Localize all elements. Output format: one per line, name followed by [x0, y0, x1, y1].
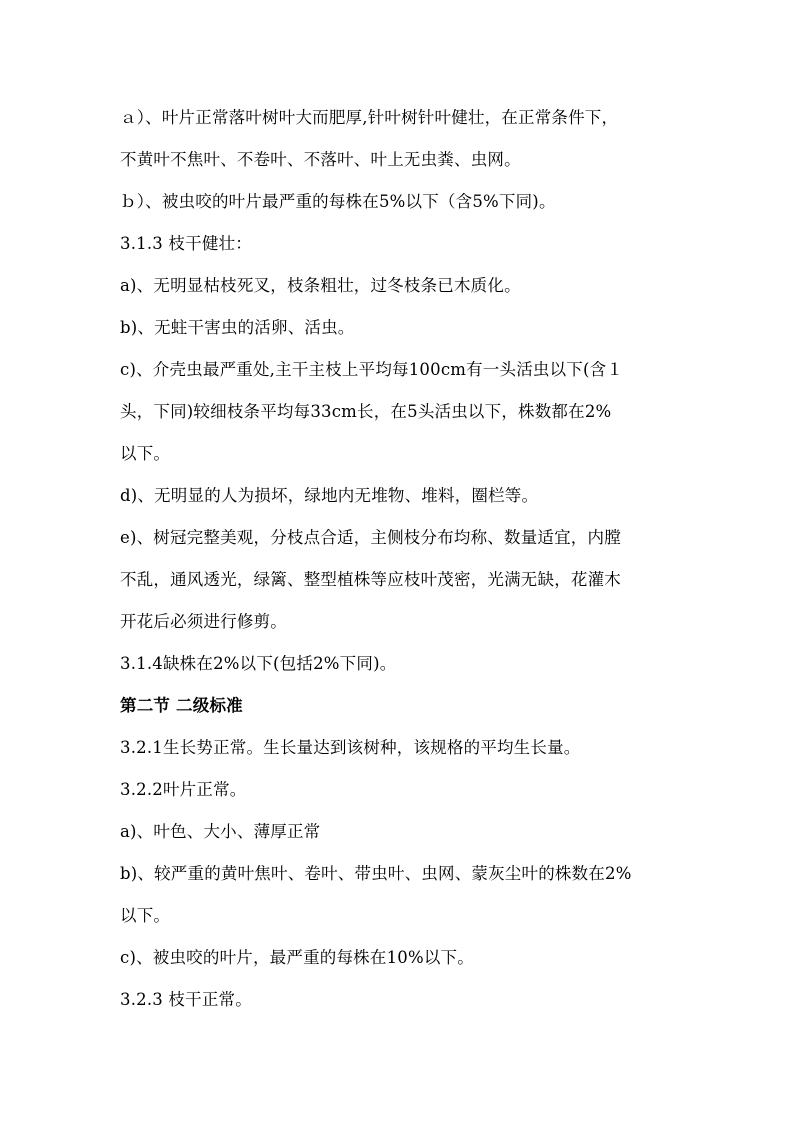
- text-line: 以下。: [120, 906, 171, 925]
- text-line: c)、介壳虫最严重处,主干主枝上平均每100cm有一头活虫以下(含１: [120, 360, 624, 379]
- text-line: 3.1.3 枝干健壮：: [120, 234, 252, 253]
- text-line: b)、无蛀干害虫的活卵、活虫。: [120, 318, 355, 337]
- text-line: 3.2.2叶片正常。: [120, 780, 247, 799]
- text-line: 不黄叶不焦叶、不卷叶、不落叶、叶上无虫粪、虫网。: [120, 150, 521, 169]
- text-line: 不乱，通风透光，绿篱、整型植株等应枝叶茂密，光满无缺，花灌木: [120, 570, 621, 589]
- text-line: 以下。: [120, 444, 171, 463]
- text-line: d)、无明显的人为损坏，绿地内无堆物、堆料，圈栏等。: [120, 486, 539, 505]
- text-line: 开花后必须进行修剪。: [120, 612, 287, 631]
- section-heading: 第二节 二级标准: [120, 696, 243, 715]
- text-line: b)、较严重的黄叶焦叶、卷叶、带虫叶、虫网、蒙灰尘叶的株数在2%: [120, 864, 632, 883]
- text-line: a)、叶色、大小、薄厚正常: [120, 822, 321, 841]
- text-line: 头，下同)较细枝条平均每33cm长，在5头活虫以下，株数都在2%: [120, 402, 612, 421]
- text-line: ｂ）、被虫咬的叶片最严重的每株在5%以下（含5%下同)。: [120, 192, 556, 211]
- text-line: e)、树冠完整美观，分枝点合适，主侧枝分布均称、数量适宜，内膛: [120, 528, 621, 547]
- text-line: a)、无明显枯枝死叉，枝条粗壮，过冬枝条已木质化。: [120, 276, 521, 295]
- text-line: c)、被虫咬的叶片，最严重的每株在10%以下。: [120, 948, 474, 967]
- text-line: 3.2.1生长势正常。生长量达到该树种，该规格的平均生长量。: [120, 738, 581, 757]
- text-line: 3.2.3 枝干正常。: [120, 990, 252, 1009]
- text-line: 3.1.4缺株在2%以下(包括2%下同)。: [120, 654, 397, 673]
- text-line: ａ）、叶片正常落叶树叶大而肥厚,针叶树针叶健壮，在正常条件下，: [120, 108, 619, 127]
